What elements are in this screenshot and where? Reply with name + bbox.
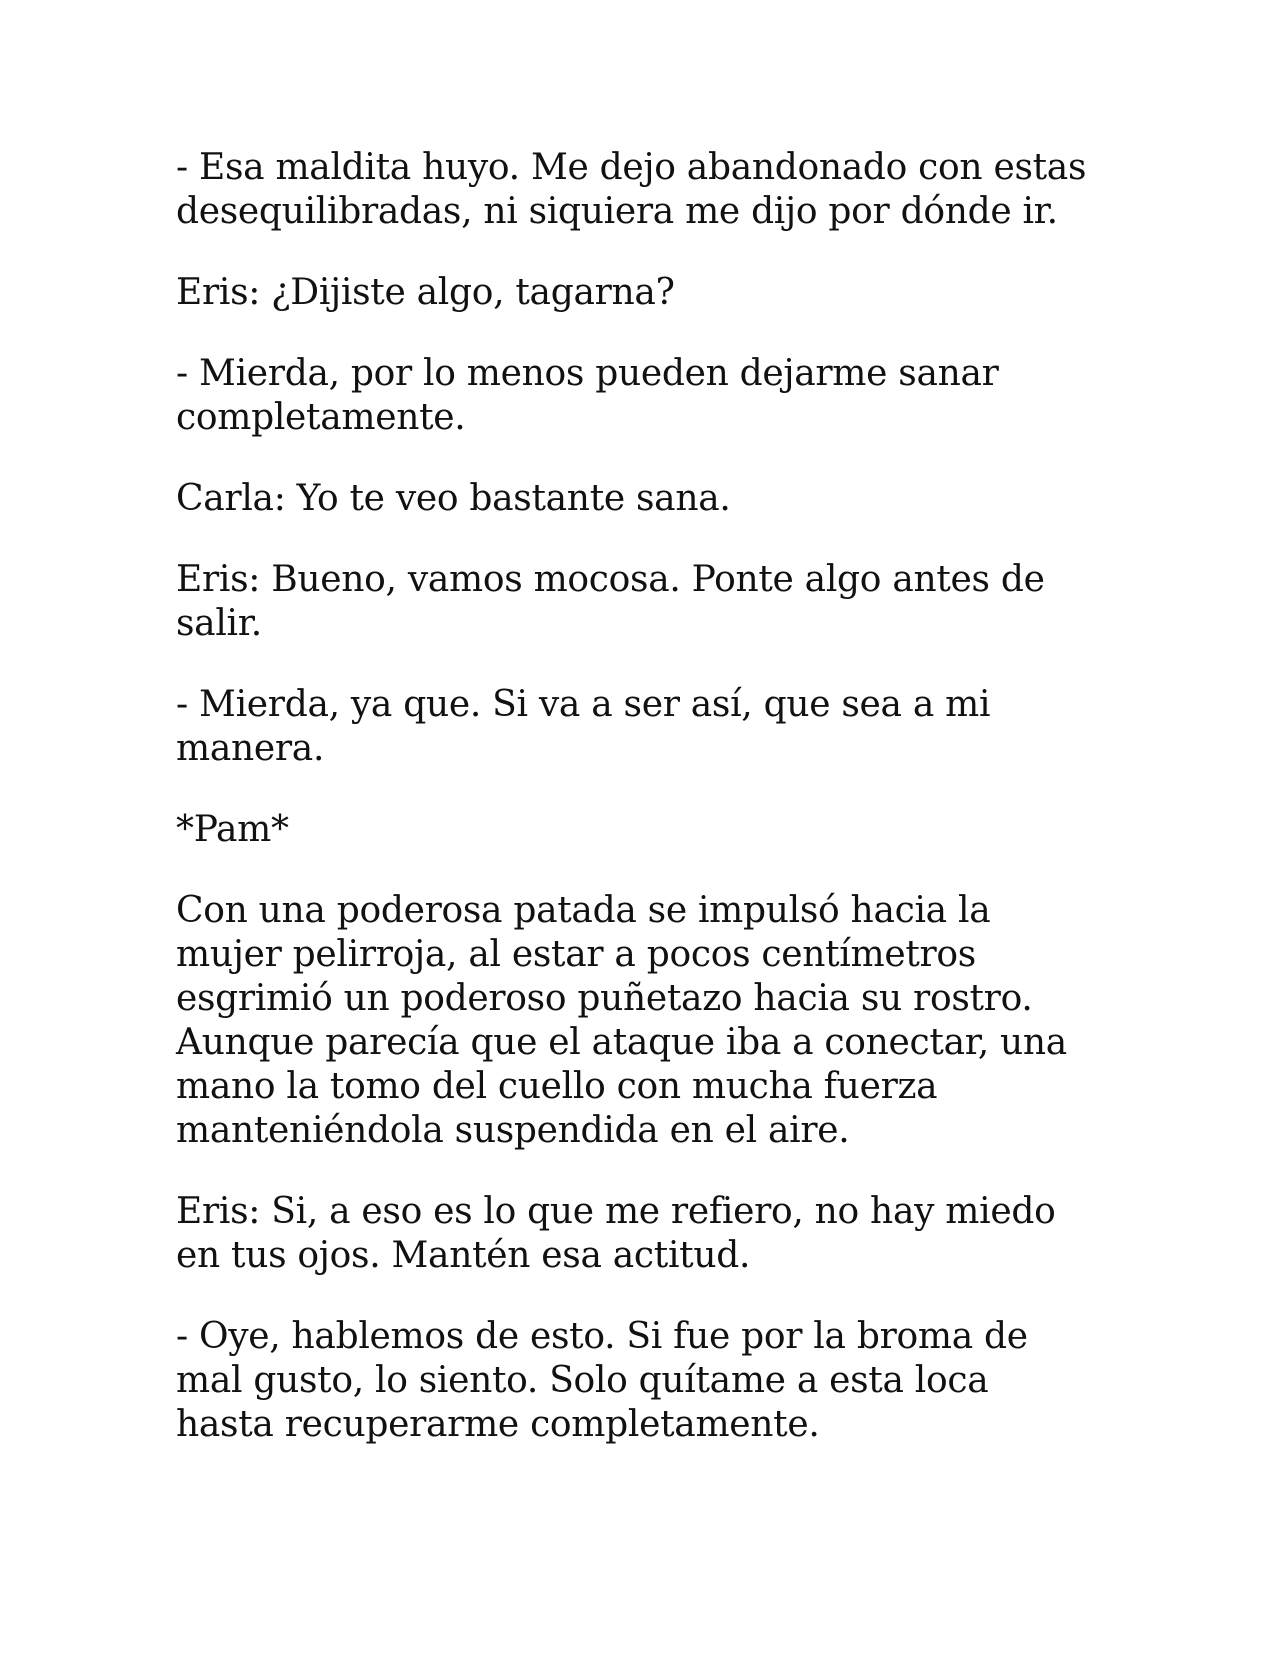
paragraph-1: - Esa maldita huyo. Me dejo abandonado con estas desequilibradas, ni siquiera me dijo por dónde ir. (176, 147, 1087, 232)
paragraph-5: Eris: Bueno, vamos mocosa. Ponte algo antes de salir. (176, 559, 1045, 644)
paragraph-9: Eris: Si, a eso es lo que me refiero, no hay miedo en tus ojos. Mantén esa actitud. (176, 1191, 1056, 1276)
paragraph-10: - Oye, hablemos de esto. Si fue por la broma de mal gusto, lo siento. Solo quítame a esta loca hasta recuperarme completamente. (176, 1316, 1028, 1445)
paragraph-7: *Pam* (176, 809, 289, 850)
paragraph-3: - Mierda, por lo menos pueden dejarme sanar completamente. (176, 353, 999, 438)
document-page (176, 146, 1106, 1484)
paragraph-8: Con una poderosa patada se impulsó hacia la mujer pelirroja, al estar a pocos centímetros esgrimió un poderoso puñetazo hacia su rostro. Aunque parecía que el ataque iba a conectar, una mano la tomo del cuello con mucha fuerza manteniéndola suspendida en el aire. (176, 890, 1067, 1151)
paragraph-2: Eris: ¿Dijiste algo, tagarna? (176, 272, 675, 313)
paragraph-6: - Mierda, ya que. Si va a ser así, que sea a mi manera. (176, 684, 991, 769)
paragraph-4: Carla: Yo te veo bastante sana. (176, 478, 731, 519)
